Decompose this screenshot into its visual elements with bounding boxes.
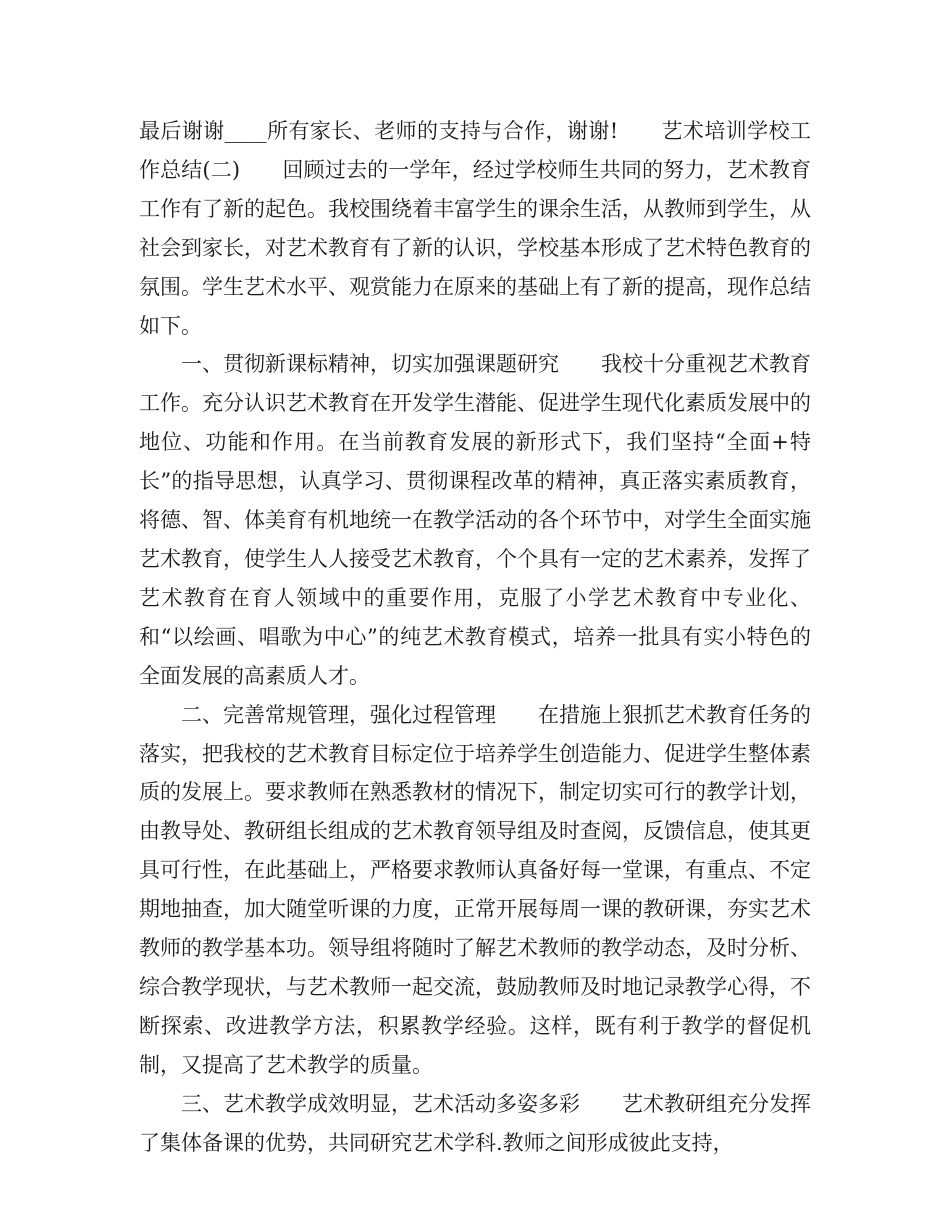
document-body: [139, 112, 811, 1162]
paragraph-section-two: 二、完善常规管理，强化过程管理 在措施上狠抓艺术教育任务的落实，把我校的艺术教育目标定位于培养学生创造能力、促进学生整体素质的发展上。要求教师在熟悉教材的情况下，制定切实可行的教学计划，由教导处、教研组长组成的艺术教育领导组及时查阅，反馈信息，使其更具可行性，在此基础上，严格要求教师认真备好每一堂课，有重点、不定期地抽查，加大随堂听课的力度，正常开展每周一课的教研课，夯实艺术教师的教学基本功。领导组将随时了解艺术教师的教学动态，及时分析、综合教学现状，与艺术教师一起交流，鼓励教师及时地记录教学心得，不断探索、改进教学方法，积累教学经验。这样，既有利于教学的督促机制，又提高了艺术教学的质量。: [139, 702, 811, 1077]
paragraph-section-one: 一、贯彻新课标精神，切实加强课题研究 我校十分重视艺术教育工作。充分认识艺术教育在开发学生潜能、促进学生现代化素质发展中的地位、功能和作用。在当前教育发展的新形式下，我们坚持“全面+特长”的指导思想，认真学习、贯彻课程改革的精神，真正落实素质教育，将德、智、体美育有机地统一在教学活动的各个环节中，对学生全面实施艺术教育，使学生人人接受艺术教育，个个具有一定的艺术素养，发挥了艺术教育在育人领域中的重要作用，克服了小学艺术教育中专业化、和“以绘画、唱歌为中心”的纯艺术教育模式，培养一批具有实小特色的全面发展的高素质人才。: [139, 352, 811, 688]
paragraph-section-three: 三、艺术教学成效明显，艺术活动多姿多彩 艺术教研组充分发挥了集体备课的优势，共同研究艺术学科.教师之间形成彼此支持，: [139, 1091, 811, 1155]
paragraph-intro: 最后谢谢____所有家长、老师的支持与合作，谢谢! 艺术培训学校工作总结(二) 回顾过去的一学年，经过学校师生共同的努力，艺术教育工作有了新的起色。我校围绕着丰富学生的课余生活，从教师到学生，从社会到家长，对艺术教育有了新的认识，学校基本形成了艺术特色教育的氛围。学生艺术水平、观赏能力在原来的基础上有了新的提高，现作总结如下。: [139, 119, 811, 338]
